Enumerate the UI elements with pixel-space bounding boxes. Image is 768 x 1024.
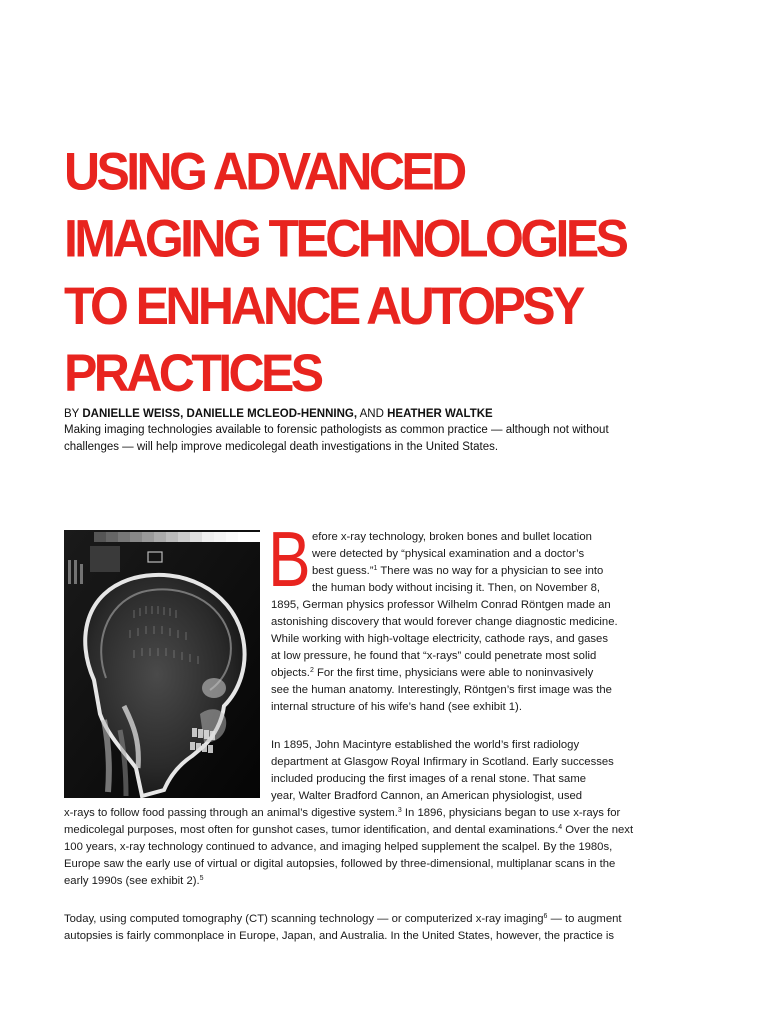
body-line: Today, using computed tomography (CT) scanning technology — or computerized x-ray imaging$^6$ — to augment bbox=[64, 913, 622, 925]
title-line: IMAGING TECHNOLOGIES bbox=[64, 209, 626, 269]
body-line: the human body without incising it. Then, on November 8, bbox=[312, 582, 601, 594]
title-line: USING ADVANCED bbox=[64, 142, 464, 201]
title-line: TO ENHANCE AUTOPSY bbox=[64, 276, 582, 336]
footnote-ref: 2 bbox=[309, 667, 314, 674]
body-line: year, Walter Bradford Cannon, an American physiologist, used bbox=[271, 790, 583, 802]
body-line: department at Glasgow Royal Infirmary in Scotland. Early successes bbox=[271, 756, 614, 768]
body-line: x-rays to follow food passing through an animal’s digestive system.$^3$ In 1896, physicians began to use x-rays for bbox=[64, 807, 621, 819]
body-line: early 1990s (see exhibit 2).$^5$ bbox=[64, 875, 204, 887]
drop-cap: B bbox=[268, 515, 311, 603]
body-line: Europe saw the early use of virtual or digital autopsies, followed by three-dimensional, multiplanar scans in the bbox=[64, 858, 616, 870]
title-line: PRACTICES bbox=[64, 343, 321, 403]
body-line: see the human anatomy. Interestingly, Röntgen’s first image was the bbox=[271, 684, 612, 696]
body-line: medicolegal purposes, most often for gunshot cases, tumor identification, and dental examinations.$^4$ Over the next bbox=[64, 824, 634, 836]
article-title bbox=[64, 138, 714, 407]
authors: DANIELLE WEISS, DANIELLE MCLEOD-HENNING, bbox=[82, 408, 358, 420]
byline-prefix: BY bbox=[64, 408, 83, 420]
footnote-ref: 3 bbox=[397, 807, 402, 814]
body-line: internal structure of his wife’s hand (see exhibit 1). bbox=[271, 701, 522, 713]
body-line: astonishing discovery that would forever change diagnostic medicine. bbox=[271, 616, 618, 628]
gray-scale-strip bbox=[94, 532, 260, 542]
body-line: efore x-ray technology, broken bones and bullet location bbox=[312, 531, 592, 543]
last-author: HEATHER WALTKE bbox=[387, 408, 493, 420]
body-line: 1895, German physics professor Wilhelm Conrad Röntgen made an bbox=[271, 599, 611, 611]
body-line: 100 years, x-ray technology continued to advance, and imaging helped supplement the scalpel. By the 1980s, bbox=[64, 841, 613, 853]
footnote-ref: 1 bbox=[373, 565, 378, 572]
article-subtitle: Making imaging technologies available to forensic pathologists as common practice — although not without challenges — will help improve medicolegal death investigations in the United States. bbox=[64, 424, 609, 453]
body-line: included producing the first images of a renal stone. That same bbox=[271, 773, 587, 785]
body-line: at low pressure, he found that “x-rays” could penetrate most solid bbox=[271, 650, 597, 662]
body-line: best guess.”$^1$ There was no way for a physician to see into bbox=[312, 565, 604, 577]
footnote-ref: 5 bbox=[199, 875, 204, 882]
body-line: were detected by “physical examination and a doctor’s bbox=[312, 548, 585, 560]
footnote-ref: 6 bbox=[543, 913, 548, 920]
footnote-ref: 4 bbox=[558, 824, 563, 831]
body-line: While working with high-voltage electricity, cathode rays, and gases bbox=[271, 633, 608, 645]
body-line: autopsies is fairly commonplace in Europe, Japan, and Australia. In the United States, however, the practice is bbox=[64, 930, 615, 942]
body-line: In 1895, John Macintyre established the world’s first radiology bbox=[271, 739, 580, 751]
skull-xray-image bbox=[64, 530, 260, 798]
byline bbox=[64, 406, 493, 422]
body-line: objects.$^2$ For the first time, physicians were able to noninvasively bbox=[271, 667, 594, 679]
byline-and: AND bbox=[357, 408, 388, 420]
